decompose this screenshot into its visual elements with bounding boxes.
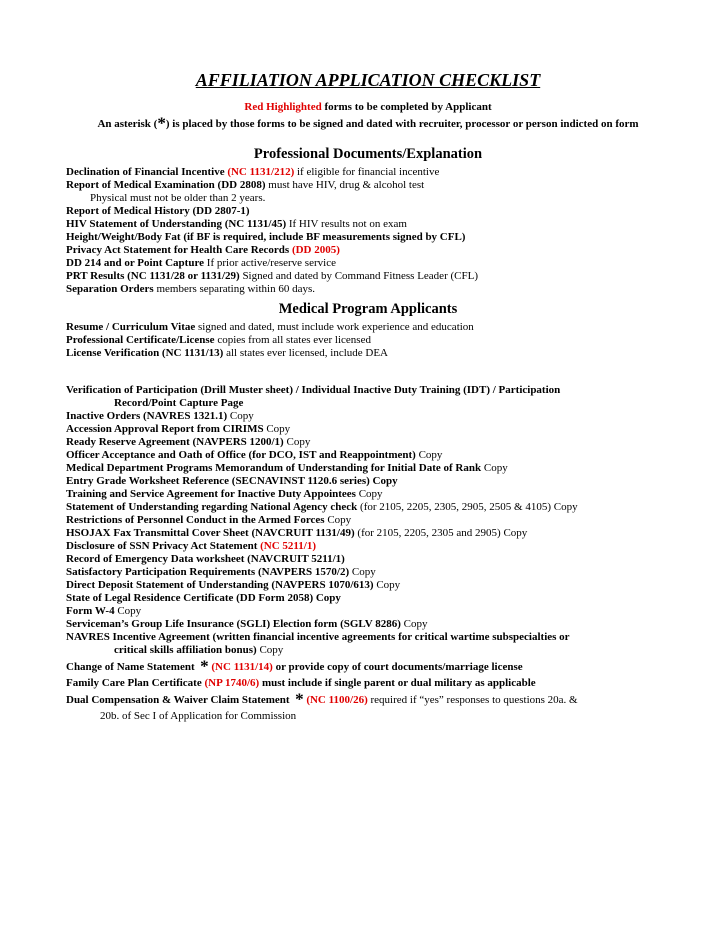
checklist-line <box>66 231 670 244</box>
text-segment: Ready Reserve Agreement (NAVPERS 1200/1) <box>66 436 287 448</box>
checklist-section <box>66 384 670 723</box>
text-segment: State of Legal Residence Certificate (DD Form 2058) Copy <box>66 592 341 604</box>
text-segment: Report of Medical Examination (DD 2808) <box>66 179 266 191</box>
text-segment: HSOJAX Fax Transmittal Cover Sheet (NAVCRUIT 1131/49) <box>66 527 355 539</box>
text-segment: Training and Service Agreement for Inactive Duty Appointees <box>66 488 359 500</box>
checklist-line <box>66 397 670 410</box>
text-segment: copies from all states ever licensed <box>217 334 371 346</box>
form-number-red: (DD 2005) <box>291 244 340 256</box>
text-segment: Satisfactory Participation Requirements (NAVPERS 1570/2) <box>66 566 352 578</box>
checklist-line <box>66 553 670 566</box>
checklist-line <box>66 321 670 334</box>
text-segment: NAVRES Incentive Agreement (written financial incentive agreements for critical wartime subspecialties or <box>66 631 570 643</box>
checklist-line <box>66 566 670 579</box>
text-segment: critical skills affiliation bonus) <box>114 644 260 656</box>
checklist-line <box>66 218 670 231</box>
checklist-line <box>66 488 670 501</box>
checklist-line <box>66 462 670 475</box>
text-segment: all states ever licensed, include DEA <box>226 347 388 359</box>
checklist-line <box>66 579 670 592</box>
checklist-line <box>66 475 670 488</box>
checklist-line <box>66 592 670 605</box>
form-number-red: (NC 1131/14) <box>208 661 273 673</box>
checklist-line <box>66 644 670 657</box>
form-number-red: (NP 1740/6) <box>204 677 260 689</box>
text-segment: Entry Grade Worksheet Reference (SECNAVINST 1120.6 series) Copy <box>66 475 398 487</box>
checklist-line <box>66 689 670 709</box>
checklist-line <box>66 179 670 192</box>
text-segment: If prior active/reserve service <box>206 257 336 269</box>
text-segment: HIV Statement of Understanding (NC 1131/45) <box>66 218 287 230</box>
text-segment: Signed and dated by Command Fitness Leader (CFL) <box>239 270 478 282</box>
checklist-section <box>66 145 670 296</box>
checklist-line <box>66 384 670 397</box>
text-segment: signed and dated, must include work experience and education <box>197 321 474 333</box>
text-segment: Copy <box>418 449 443 461</box>
text-segment: members separating within 60 days. <box>156 283 316 295</box>
checklist-line <box>66 257 670 270</box>
checklist-line <box>66 527 670 540</box>
asterisk-marker: * <box>157 113 166 133</box>
text-segment: Form W-4 <box>66 605 118 617</box>
text-segment: Report of Medical History (DD 2807-1) <box>66 205 250 217</box>
text-segment: Inactive Orders (NAVRES 1321.1) <box>66 410 230 422</box>
text-segment: Physical must not be older than 2 years. <box>90 192 266 204</box>
checklist-line <box>66 192 670 205</box>
section-heading: Professional Documents/Explanation <box>253 146 483 162</box>
text-segment: ) is placed by those forms to be signed and dated with recruiter, processor or person indicted on form <box>165 118 639 130</box>
checklist-line <box>66 710 670 723</box>
text-segment: required if “yes” responses to questions 20a. & <box>367 694 578 706</box>
checklist-line <box>66 656 670 676</box>
text-segment: Separation Orders <box>66 283 157 295</box>
checklist-line <box>66 334 670 347</box>
text-segment: License Verification (NC 1131/13) <box>66 347 227 359</box>
text-segment: Restrictions of Personnel Conduct in the Armed Forces <box>66 514 328 526</box>
checklist-line <box>66 244 670 257</box>
text-segment: 20b. of Sec I of Application for Commission <box>100 710 297 722</box>
text-segment: Professional Certificate/License <box>66 334 218 346</box>
text-segment: Record of Emergency Data worksheet (NAVCRUIT 5211/1) <box>66 553 345 565</box>
checklist-line <box>66 423 670 436</box>
checklist-line <box>66 205 670 218</box>
text-segment: Privacy Act Statement for Health Care Records <box>66 244 292 256</box>
document-title: AFFILIATION APPLICATION CHECKLIST <box>195 70 541 90</box>
section-heading: Medical Program Applicants <box>278 301 458 317</box>
text-segment: (for 2105, 2205, 2305, 2905, 2505 & 4105) Copy <box>360 501 578 513</box>
text-segment: Copy <box>266 423 291 435</box>
text-segment: Dual Compensation & Waiver Claim Statement <box>66 694 296 706</box>
text-segment: Copy <box>358 488 383 500</box>
checklist-line <box>66 540 670 553</box>
form-number-red: (NC 1100/26) <box>303 694 368 706</box>
text-segment: Verification of Participation (Drill Muster sheet) / Individual Inactive Duty Training (IDT) / Participation <box>66 384 561 396</box>
form-number-red: Red Highlighted <box>244 101 322 113</box>
text-segment: Copy <box>376 579 401 591</box>
form-number-red: (NC 5211/1) <box>260 540 317 552</box>
text-segment: must have HIV, drug & alcohol test <box>265 179 425 191</box>
text-segment: DD 214 and or Point Capture <box>66 257 207 269</box>
text-segment: forms to be completed by Applicant <box>321 101 492 113</box>
text-segment: Copy <box>229 410 254 422</box>
asterisk-marker: * <box>295 689 304 709</box>
text-segment: Copy <box>327 514 352 526</box>
text-segment: Direct Deposit Statement of Understanding (NAVPERS 1070/613) <box>66 579 377 591</box>
text-segment: Declination of Financial Incentive <box>66 166 228 178</box>
text-segment: Accession Approval Report from CIRIMS <box>66 423 267 435</box>
text-segment: must include if single parent or dual military as applicable <box>259 677 536 689</box>
text-segment: If HIV results not on exam <box>286 218 407 230</box>
text-segment: Copy <box>351 566 376 578</box>
text-segment: Medical Department Programs Memorandum of Understanding for Initial Date of Rank <box>66 462 484 474</box>
text-segment: Copy <box>259 644 284 656</box>
checklist-line <box>66 283 670 296</box>
text-segment: Family Care Plan Certificate <box>66 677 205 689</box>
document-subtitle <box>66 99 670 133</box>
text-segment: Change of Name Statement <box>66 661 201 673</box>
checklist-line <box>66 166 670 179</box>
checklist-line <box>66 501 670 514</box>
text-segment: Disclosure of SSN Privacy Act Statement <box>66 540 261 552</box>
text-segment: Copy <box>286 436 311 448</box>
text-segment: Height/Weight/Body Fat (if BF is required, include BF measurements signed by CFL) <box>66 231 466 243</box>
form-number-red: (NC 1131/212) <box>227 166 295 178</box>
checklist-line <box>66 347 670 360</box>
text-segment: if eligible for financial incentive <box>294 166 440 178</box>
checklist-line <box>66 270 670 283</box>
checklist-line <box>66 605 670 618</box>
checklist-line <box>66 410 670 423</box>
text-segment: (for 2105, 2205, 2305 and 2905) Copy <box>354 527 528 539</box>
text-segment: Copy <box>117 605 142 617</box>
text-segment: Serviceman’s Group Life Insurance (SGLI) Election form (SGLV 8286) <box>66 618 404 630</box>
text-segment: Resume / Curriculum Vitae <box>66 321 198 333</box>
checklist-line <box>66 677 670 690</box>
checklist-line <box>66 618 670 631</box>
text-segment: Statement of Understanding regarding National Agency check <box>66 501 361 513</box>
checklist-line <box>66 631 670 644</box>
text-segment: Officer Acceptance and Oath of Office (for DCO, IST and Reappointment) <box>66 449 419 461</box>
checklist-line <box>66 113 670 133</box>
text-segment: Record/Point Capture Page <box>114 397 244 409</box>
checklist-line <box>66 449 670 462</box>
checklist-sections <box>66 145 670 723</box>
asterisk-marker: * <box>200 656 209 676</box>
text-segment: Copy <box>403 618 428 630</box>
checklist-section <box>66 300 670 360</box>
checklist-line <box>66 514 670 527</box>
text-segment: PRT Results (NC 1131/28 or 1131/29) <box>66 270 240 282</box>
text-segment: or provide copy of court documents/marriage license <box>272 661 523 673</box>
text-segment: An asterisk ( <box>97 118 158 130</box>
checklist-line <box>66 436 670 449</box>
text-segment: Copy <box>483 462 508 474</box>
